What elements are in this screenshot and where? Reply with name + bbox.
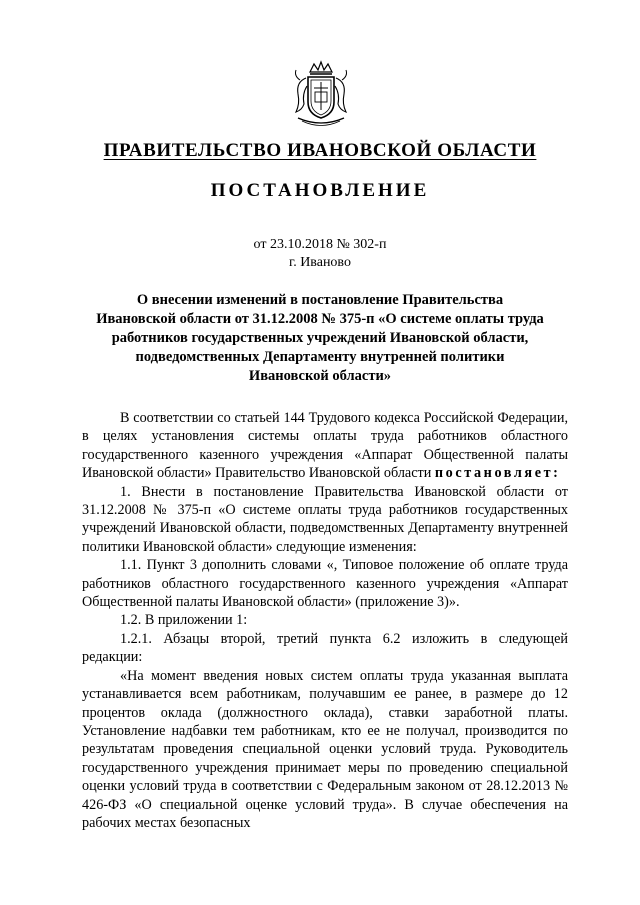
paragraph-preamble [82, 409, 568, 483]
title-line: Ивановской области» [248, 368, 392, 384]
paragraph-item-1: 1. Внести в постановление Правительства Ивановской области от 31.12.2008 № 375-п «О системе оплаты труда работников государственных учреждений Ивановской области, подведомственных Департаменту внутренней политики Ивановской области» следующие изменения: [82, 483, 568, 555]
organization-name: ПРАВИТЕЛЬСТВО ИВАНОВСКОЙ ОБЛАСТИ [103, 140, 537, 161]
paragraph-item-1-1: 1.1. Пункт 3 дополнить словами «, Типовое положение об оплате труда работников областного государственного казенного учреждения «Аппарат Общественной палаты Ивановской области» (приложение 3)». [82, 557, 568, 611]
preamble-text: В соответствии со статьей 144 Трудового кодекса Российской Федерации, в целях установления системы оплаты труда работников областного государственного казенного учреждения «Аппарат Общественной палаты Ивановской области» Правительство Ивановской области [82, 410, 568, 482]
document-body [82, 409, 568, 832]
resolves-colon: : [553, 465, 561, 482]
city: г. Иваново [289, 255, 351, 270]
document-title [80, 291, 560, 386]
date-number: от 23.10.2018 № 302-п [253, 237, 387, 252]
title-line: О внесении изменений в постановление Правительства [136, 292, 504, 308]
document-type: ПОСТАНОВЛЕНИЕ [210, 180, 430, 201]
paragraph-item-1-2: 1.2. В приложении 1: [120, 612, 248, 629]
title-line: подведомственных Департаменту внутренней политики [135, 349, 505, 365]
title-line: работников государственных учреждений Ивановской области, [111, 330, 529, 346]
date-block [0, 236, 640, 272]
resolves-word: постановляет [434, 465, 554, 482]
paragraph-quote: «На момент введения новых систем оплаты труда указанная выплата устанавливается всем работникам, получавшим ее ранее, в размере до 12 процентов оклада (должностного оклада), ставки заработной платы. Установление надбавки тем работникам, кто ее не получал, производится по результатам проведения специальной оценки условий труда. Руководитель государственного учреждения принимает меры по проведению специальной оценки условий труда в соответствии с Федеральным законом от 28.12.2013 № 426-ФЗ «О специальной оценке условий труда». В случае обеспечения на рабочих местах безопасных [82, 667, 568, 831]
title-line: Ивановской области от 31.12.2008 № 375-п «О системе оплаты труда [96, 311, 544, 327]
coat-of-arms-icon [290, 60, 352, 130]
paragraph-item-1-2-1: 1.2.1. Абзацы второй, третий пункта 6.2 изложить в следующей редакции: [82, 630, 568, 666]
